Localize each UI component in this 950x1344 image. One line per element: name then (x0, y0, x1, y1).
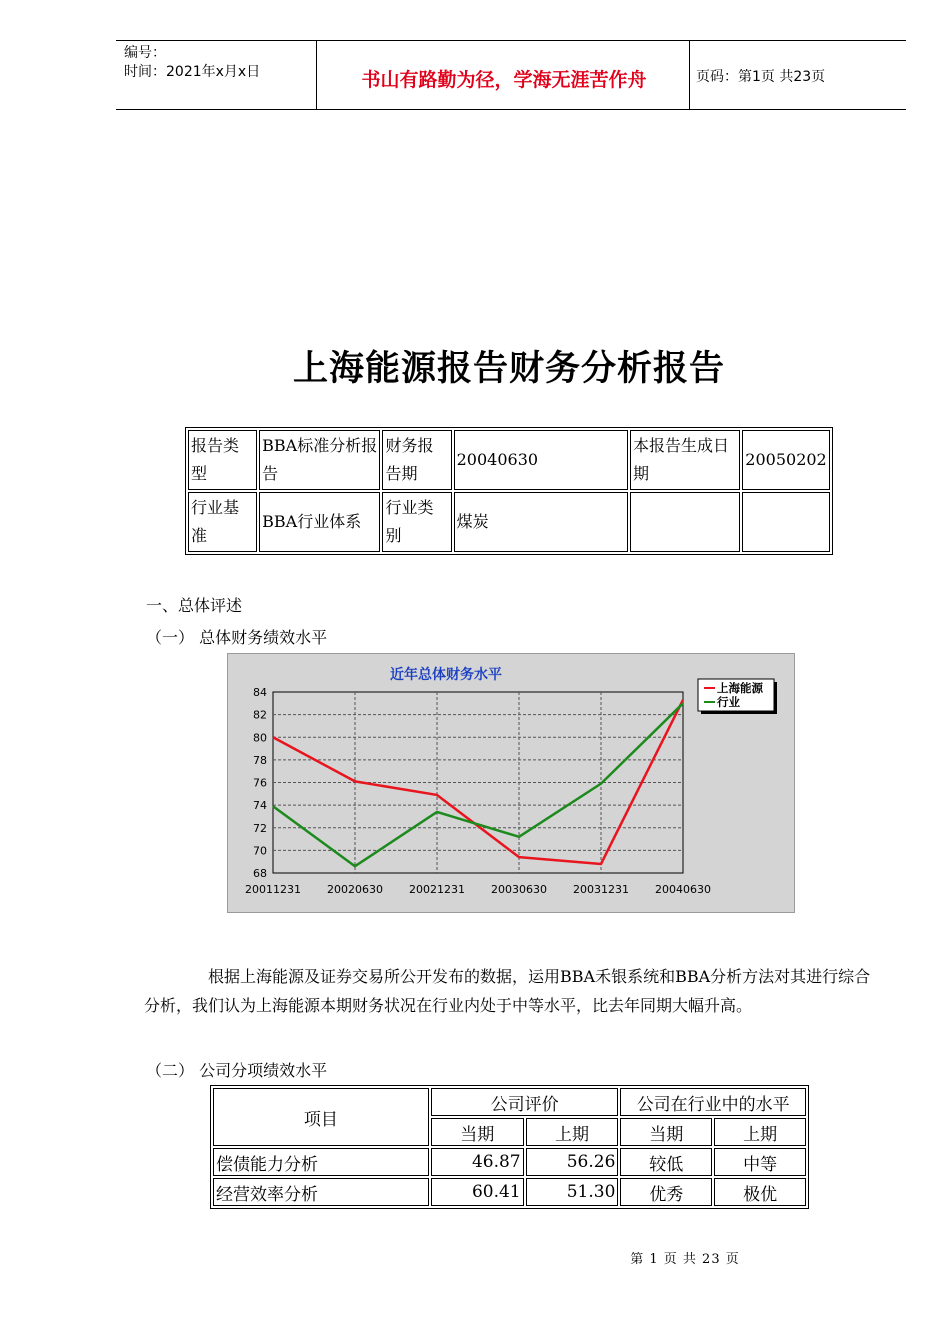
header-meta (124, 44, 260, 82)
table-row (188, 430, 830, 490)
table-row (188, 492, 830, 552)
header-motto: 书山有路勤为径，学海无涯苦作舟 (361, 69, 647, 91)
row-previous-level: 极优 (714, 1178, 806, 1206)
table-row (213, 1178, 806, 1206)
y-tick-label: 72 (253, 821, 267, 835)
x-tick-label: 20030630 (491, 883, 547, 896)
y-tick-label: 74 (253, 799, 267, 813)
performance-table (210, 1085, 809, 1209)
legend-label-company: 上海能源 (717, 681, 763, 695)
row-current-score: 46.87 (431, 1148, 524, 1176)
y-tick-label: 82 (253, 708, 267, 722)
row-previous-level: 中等 (714, 1148, 806, 1176)
x-tick-label: 20031231 (573, 883, 629, 896)
y-tick-label: 84 (253, 686, 267, 699)
chart-title: 近年总体财务水平 (390, 667, 502, 683)
time-label: 时间：2021年x月x日 (124, 64, 261, 80)
plot-area (245, 686, 711, 896)
y-tick-label: 80 (253, 731, 267, 745)
y-tick-label: 76 (253, 776, 267, 790)
header-industry-level: 公司在行业中的水平 (620, 1088, 806, 1116)
chart-canvas (228, 654, 794, 912)
info-cell (742, 492, 830, 552)
info-cell: 20040630 (454, 430, 628, 490)
header-previous: 上期 (714, 1118, 806, 1146)
report-info-table (185, 427, 833, 555)
serial-label: 编号： (124, 45, 166, 61)
row-previous-score: 51.30 (526, 1178, 619, 1206)
y-tick-label: 70 (253, 844, 267, 858)
table-header-row (213, 1088, 806, 1116)
row-name: 经营效率分析 (213, 1178, 429, 1206)
row-name: 偿债能力分析 (213, 1148, 429, 1176)
legend-label-industry: 行业 (717, 695, 740, 709)
info-cell: 20050202 (742, 430, 830, 490)
analysis-paragraph: 根据上海能源及证券交易所公开发布的数据，运用BBA禾银系统和BBA分析方法对其进行综合分析，我们认为上海能源本期财务状况在行业内处于中等水平，比去年同期大幅升高。 (144, 967, 871, 1015)
info-cell: 本报告生成日期 (630, 430, 740, 490)
x-tick-label: 20011231 (245, 883, 301, 896)
y-tick-label: 78 (253, 753, 267, 767)
y-tick-label: 68 (253, 867, 267, 880)
info-cell: BBA行业体系 (259, 492, 380, 552)
header-current: 当期 (620, 1118, 712, 1146)
x-tick-label: 20021231 (409, 883, 465, 896)
document-title: 上海能源报告财务分析报告 (292, 349, 725, 389)
row-previous-score: 56.26 (526, 1148, 619, 1176)
header-page-info: 页码：第1页 共23页 (696, 69, 826, 85)
subsection-heading: （二） 公司分项绩效水平 (146, 1061, 328, 1080)
info-cell (630, 492, 740, 552)
row-current-level: 较低 (620, 1148, 712, 1176)
info-cell: 财务报告期 (382, 430, 451, 490)
info-cell: 行业类别 (382, 492, 451, 552)
row-current-level: 优秀 (620, 1178, 712, 1206)
x-tick-label: 20020630 (327, 883, 383, 896)
header-item: 项目 (213, 1088, 429, 1146)
chart-legend (698, 679, 777, 714)
info-cell: 行业基准 (188, 492, 257, 552)
section-heading: 一、总体评述 (146, 596, 243, 615)
info-cell: 报告类型 (188, 430, 257, 490)
table-row (213, 1148, 806, 1176)
header-previous: 上期 (526, 1118, 619, 1146)
page-footer: 第 1 页 共 23 页 (630, 1252, 740, 1267)
header-current: 当期 (431, 1118, 524, 1146)
info-cell: 煤炭 (454, 492, 628, 552)
header-divider (316, 41, 317, 109)
header-company-eval: 公司评价 (431, 1088, 619, 1116)
header-divider (689, 41, 690, 109)
overall-performance-chart (227, 653, 795, 913)
info-cell: BBA标准分析报告 (259, 430, 380, 490)
x-tick-label: 20040630 (655, 883, 711, 896)
subsection-heading: （一） 总体财务绩效水平 (146, 628, 328, 647)
page-header (116, 40, 906, 110)
row-current-score: 60.41 (431, 1178, 524, 1206)
